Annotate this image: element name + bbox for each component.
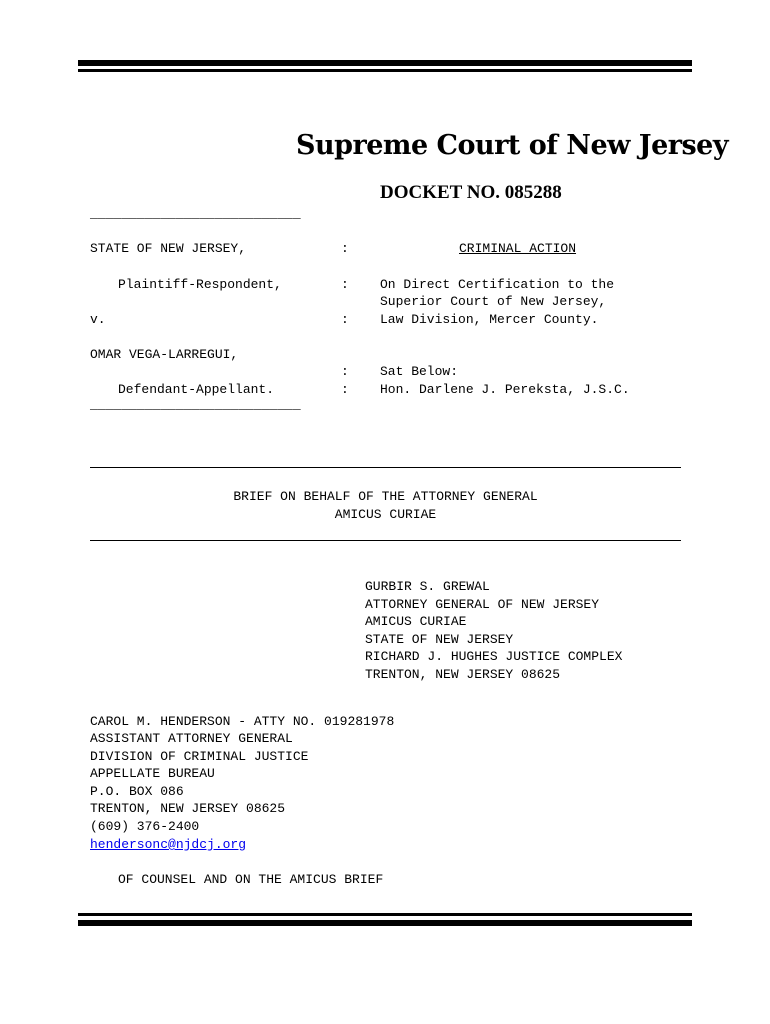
ag-title: ATTORNEY GENERAL OF NEW JERSEY [365, 597, 600, 612]
caption-colon: : [341, 277, 349, 292]
top-rule-thick [78, 60, 692, 66]
certification-line-2: Superior Court of New Jersey, [380, 294, 607, 309]
ag-city: TRENTON, NEW JERSEY 08625 [365, 667, 561, 682]
title-rule-top [90, 467, 681, 468]
caption-defendant-role: Defendant-Appellant. [118, 382, 275, 397]
criminal-action-heading: CRIMINAL ACTION [459, 241, 577, 256]
caption-versus: v. [90, 312, 106, 327]
caption-colon: : [341, 364, 349, 379]
docket-number: DOCKET NO. 085288 [380, 182, 562, 203]
caption-colon: : [341, 312, 349, 327]
ag-name: GURBIR S. GREWAL [365, 579, 490, 594]
caption-state: STATE OF NEW JERSEY, [90, 241, 247, 256]
counsel-email-link[interactable]: hendersonc@njdcj.org [90, 837, 247, 852]
ag-complex: RICHARD J. HUGHES JUSTICE COMPLEX [365, 649, 623, 664]
caption-defendant: OMAR VEGA-LARREGUI, [90, 347, 239, 362]
bottom-rule-thick [78, 920, 692, 926]
judge-name: Hon. Darlene J. Pereksta, J.S.C. [380, 382, 630, 397]
brief-title-line-1: BRIEF ON BEHALF OF THE ATTORNEY GENERAL [233, 489, 538, 504]
counsel-division: DIVISION OF CRIMINAL JUSTICE [90, 749, 309, 764]
ag-role: AMICUS CURIAE [365, 614, 467, 629]
of-counsel-note: OF COUNSEL AND ON THE AMICUS BRIEF [118, 872, 384, 887]
bottom-rule-thin [78, 913, 692, 916]
certification-line-3: Law Division, Mercer County. [380, 312, 599, 327]
caption-colon: : [341, 382, 349, 397]
counsel-city: TRENTON, NEW JERSEY 08625 [90, 801, 286, 816]
title-rule-bottom [90, 540, 681, 541]
counsel-bureau: APPELLATE BUREAU [90, 766, 215, 781]
caption-separator-top: ___________________________ [90, 206, 301, 221]
certification-line-1: On Direct Certification to the [380, 277, 615, 292]
counsel-phone: (609) 376-2400 [90, 819, 200, 834]
counsel-name: CAROL M. HENDERSON - ATTY NO. 019281978 [90, 714, 395, 729]
counsel-po-box: P.O. BOX 086 [90, 784, 184, 799]
caption-plaintiff-role: Plaintiff-Respondent, [118, 277, 282, 292]
brief-title-line-2: AMICUS CURIAE [334, 507, 437, 522]
caption-colon: : [341, 241, 349, 256]
court-name: Supreme Court of New Jersey [296, 130, 729, 161]
top-rule-thin [78, 69, 692, 72]
counsel-title: ASSISTANT ATTORNEY GENERAL [90, 731, 293, 746]
sat-below-label: Sat Below: [380, 364, 459, 379]
ag-state: STATE OF NEW JERSEY [365, 632, 514, 647]
caption-separator-bottom: ___________________________ [90, 397, 301, 412]
